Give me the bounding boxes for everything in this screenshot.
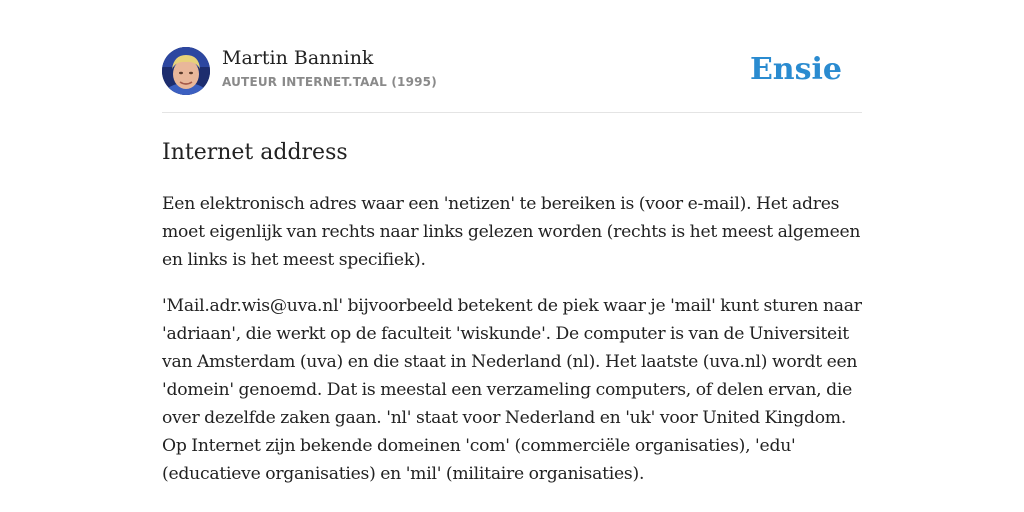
definition-paragraph: Een elektronisch adres waar een 'netizen' te bereiken is (voor e-mail). Het adres moet eigenlijk van rechts naar links gelezen worden (rechts is het meest algemeen en links is het meest specifiek). bbox=[162, 194, 861, 270]
author-name[interactable]: Martin Bannink bbox=[222, 47, 374, 69]
page-title: Internet address bbox=[162, 140, 348, 165]
avatar[interactable] bbox=[162, 47, 210, 95]
brand-logo[interactable]: Ensie bbox=[749, 52, 842, 87]
card-header bbox=[162, 0, 862, 113]
author-portrait-icon bbox=[162, 47, 210, 95]
definition-body bbox=[162, 190, 862, 506]
definition-card bbox=[162, 0, 862, 484]
definition-paragraph: 'Mail.adr.wis@uva.nl' bijvoorbeeld betekent de piek waar je 'mail' kunt sturen naar 'adriaan', die werkt op de faculteit 'wiskunde'. De computer is van de Universiteit van Amsterdam (uva) en die staat in Nederland (nl). Het laatste (uva.nl) wordt een 'domein' genoemd. Dat is meestal een verzameling computers, of delen ervan, die over dezelfde zaken gaan. 'nl' staat voor Nederland en 'uk' voor United Kingdom. Op Internet zijn bekende domeinen 'com' (commerciële organisaties), 'edu' (educatieve organisaties) en 'mil' (militaire organisaties). bbox=[162, 296, 862, 484]
author-role: AUTEUR INTERNET.TAAL (1995) bbox=[222, 75, 437, 89]
